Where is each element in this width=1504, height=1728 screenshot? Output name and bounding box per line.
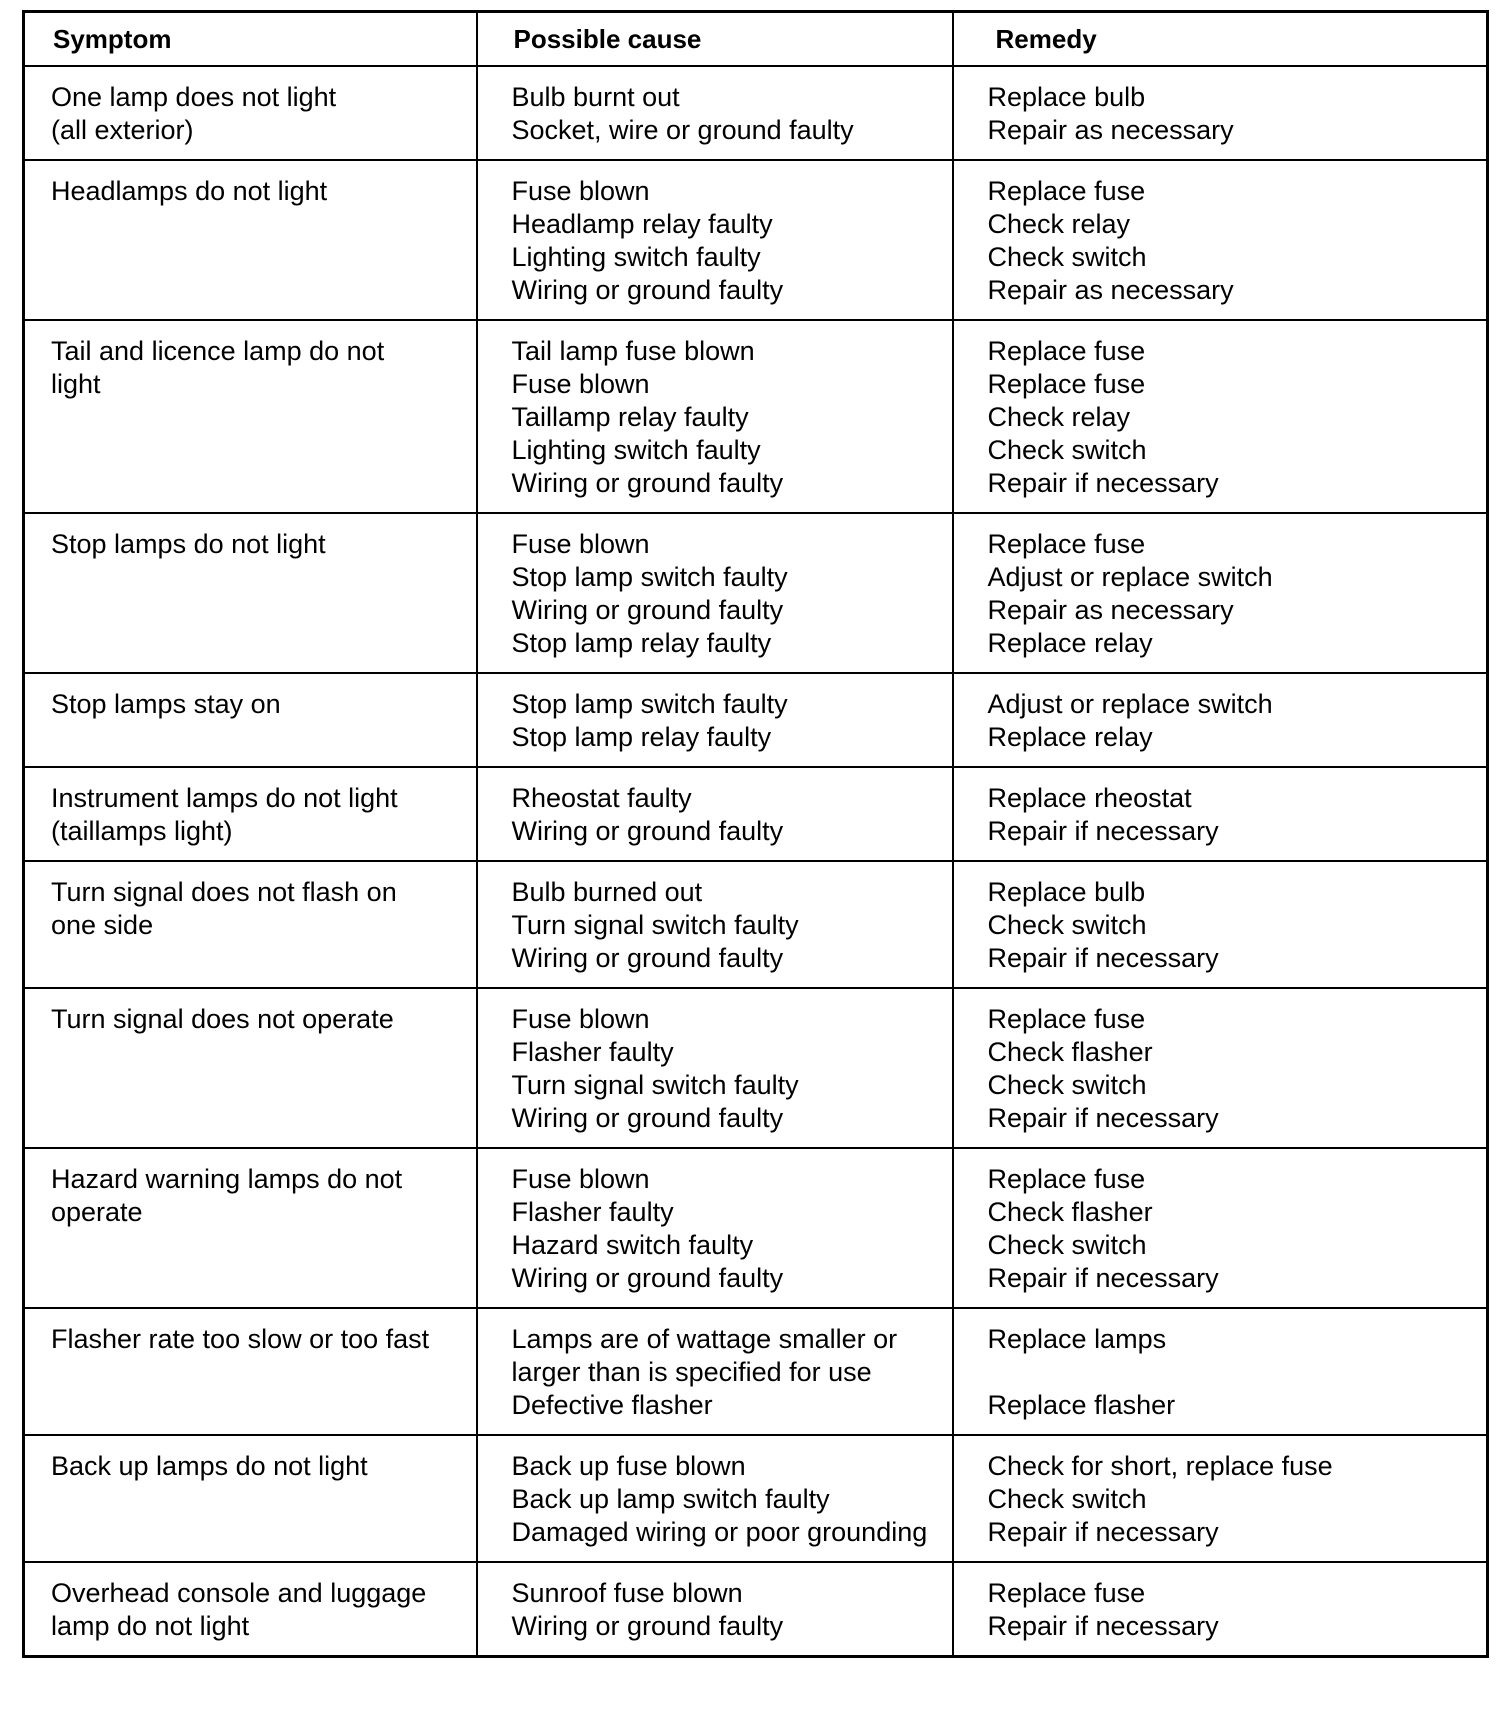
header-remedy: Remedy (953, 12, 1488, 67)
remedy-line: Replace fuse (987, 1164, 1146, 1194)
remedy-line: Check switch (987, 910, 1147, 940)
table-row (24, 160, 1488, 320)
table-row (24, 1435, 1488, 1562)
symptom-line: operate (51, 1197, 143, 1227)
symptom-line: Stop lamps stay on (51, 689, 281, 719)
remedy-line: Repair if necessary (987, 468, 1219, 498)
troubleshooting-table (22, 10, 1489, 1658)
symptom-line: Headlamps do not light (51, 176, 328, 206)
symptom-cell (24, 160, 477, 320)
remedy-line: Repair as necessary (987, 115, 1234, 145)
symptom-cell (24, 1308, 477, 1435)
cause-line: Wiring or ground faulty (511, 1263, 784, 1293)
header-row (24, 12, 1488, 67)
cause-line: Rheostat faulty (511, 783, 692, 813)
cause-cell (477, 66, 953, 160)
remedy-line: Replace rheostat (987, 783, 1192, 813)
cause-line: Wiring or ground faulty (511, 943, 784, 973)
table-row (24, 513, 1488, 673)
symptom-line: (taillamps light) (51, 816, 233, 846)
cause-line: Lighting switch faulty (511, 435, 761, 465)
header-possible-cause: Possible cause (477, 12, 953, 67)
symptom-line: light (51, 369, 101, 399)
symptom-line: Stop lamps do not light (51, 529, 326, 559)
remedy-line: Repair as necessary (987, 595, 1234, 625)
remedy-cell (953, 673, 1488, 767)
cause-line: Wiring or ground faulty (511, 1103, 784, 1133)
symptom-cell (24, 320, 477, 513)
header-symptom: Symptom (24, 12, 477, 67)
remedy-line: Check for short, replace fuse (987, 1451, 1333, 1481)
troubleshooting-document (22, 10, 1486, 1658)
symptom-line: one side (51, 910, 154, 940)
remedy-line: Replace fuse (987, 369, 1146, 399)
cause-line: Sunroof fuse blown (511, 1578, 743, 1608)
symptom-cell (24, 1435, 477, 1562)
remedy-line: Check switch (987, 435, 1147, 465)
cause-line: Stop lamp switch faulty (511, 562, 788, 592)
cause-cell (477, 1148, 953, 1308)
cause-line: Turn signal switch faulty (511, 910, 799, 940)
remedy-cell (953, 1148, 1488, 1308)
remedy-line: Repair as necessary (987, 275, 1234, 305)
cause-line: Hazard switch faulty (511, 1230, 754, 1260)
remedy-cell (953, 1435, 1488, 1562)
cause-cell (477, 1308, 953, 1435)
cause-line: Wiring or ground faulty (511, 595, 784, 625)
cause-line: Flasher faulty (511, 1037, 674, 1067)
cause-line: Tail lamp fuse blown (511, 336, 755, 366)
remedy-line: Replace lamps (987, 1324, 1167, 1354)
remedy-line: Replace fuse (987, 176, 1146, 206)
cause-line: Fuse blown (511, 1004, 650, 1034)
symptom-cell (24, 66, 477, 160)
cause-line: Lamps are of wattage smaller or (511, 1324, 898, 1354)
cause-cell (477, 767, 953, 861)
symptom-cell (24, 1562, 477, 1657)
symptom-line: Back up lamps do not light (51, 1451, 368, 1481)
remedy-line: Adjust or replace switch (987, 689, 1273, 719)
symptom-line: Instrument lamps do not light (51, 783, 398, 813)
cause-cell (477, 861, 953, 988)
table-header (24, 12, 1488, 67)
symptom-line: Turn signal does not flash on (51, 877, 397, 907)
table-row (24, 1308, 1488, 1435)
remedy-cell (953, 513, 1488, 673)
cause-cell (477, 988, 953, 1148)
cause-cell (477, 320, 953, 513)
cause-line: Stop lamp switch faulty (511, 689, 788, 719)
cause-line: Fuse blown (511, 176, 650, 206)
cause-cell (477, 673, 953, 767)
cause-line: Stop lamp relay faulty (511, 722, 772, 752)
remedy-line: Replace fuse (987, 1004, 1146, 1034)
cause-line: Bulb burnt out (511, 82, 680, 112)
remedy-line: Replace fuse (987, 529, 1146, 559)
remedy-line: Repair if necessary (987, 943, 1219, 973)
symptom-cell (24, 988, 477, 1148)
remedy-line: Replace flasher (987, 1390, 1176, 1420)
cause-line: Wiring or ground faulty (511, 1611, 784, 1641)
remedy-cell (953, 1562, 1488, 1657)
cause-line: Fuse blown (511, 1164, 650, 1194)
cause-line: Turn signal switch faulty (511, 1070, 799, 1100)
cause-cell (477, 1435, 953, 1562)
cause-line: Flasher faulty (511, 1197, 674, 1227)
table-body (24, 66, 1488, 1657)
table-row (24, 320, 1488, 513)
cause-line: Wiring or ground faulty (511, 816, 784, 846)
cause-line: Headlamp relay faulty (511, 209, 773, 239)
remedy-cell (953, 66, 1488, 160)
remedy-line: Repair if necessary (987, 1517, 1219, 1547)
cause-line: Taillamp relay faulty (511, 402, 749, 432)
remedy-line: Replace bulb (987, 82, 1146, 112)
symptom-line: Tail and licence lamp do not (51, 336, 385, 366)
remedy-cell (953, 767, 1488, 861)
remedy-line: Repair if necessary (987, 1263, 1219, 1293)
cause-line: Wiring or ground faulty (511, 275, 784, 305)
cause-line: Wiring or ground faulty (511, 468, 784, 498)
cause-line: Socket, wire or ground faulty (511, 115, 854, 145)
table-row (24, 767, 1488, 861)
remedy-line: Repair if necessary (987, 1103, 1219, 1133)
symptom-line: lamp do not light (51, 1611, 250, 1641)
cause-line: Defective flasher (511, 1390, 713, 1420)
cause-line: Back up lamp switch faulty (511, 1484, 830, 1514)
cause-line: Stop lamp relay faulty (511, 628, 772, 658)
remedy-cell (953, 861, 1488, 988)
table-row (24, 1148, 1488, 1308)
remedy-line: Replace relay (987, 628, 1153, 658)
remedy-cell (953, 988, 1488, 1148)
remedy-line: Replace bulb (987, 877, 1146, 907)
cause-line: Damaged wiring or poor grounding (511, 1517, 928, 1547)
remedy-line: Check relay (987, 402, 1131, 432)
remedy-line: Repair if necessary (987, 1611, 1219, 1641)
symptom-cell (24, 1148, 477, 1308)
remedy-line: Check switch (987, 1484, 1147, 1514)
cause-line: Fuse blown (511, 529, 650, 559)
table-row (24, 66, 1488, 160)
remedy-line: Check switch (987, 1230, 1147, 1260)
remedy-line: Replace fuse (987, 1578, 1146, 1608)
blank-line (988, 1356, 1477, 1389)
cause-line: Lighting switch faulty (511, 242, 761, 272)
cause-cell (477, 1562, 953, 1657)
table-row (24, 673, 1488, 767)
symptom-line: Flasher rate too slow or too fast (51, 1324, 430, 1354)
cause-line: Fuse blown (511, 369, 650, 399)
remedy-line: Repair if necessary (987, 816, 1219, 846)
cause-line: Back up fuse blown (511, 1451, 746, 1481)
symptom-line: One lamp does not light (51, 82, 337, 112)
symptom-line: Overhead console and luggage (51, 1578, 427, 1608)
symptom-cell (24, 513, 477, 673)
table-row (24, 988, 1488, 1148)
remedy-line: Check flasher (987, 1037, 1153, 1067)
remedy-line: Check switch (987, 242, 1147, 272)
remedy-line: Check flasher (987, 1197, 1153, 1227)
symptom-cell (24, 861, 477, 988)
remedy-line: Replace fuse (987, 336, 1146, 366)
cause-cell (477, 513, 953, 673)
remedy-line: Check switch (987, 1070, 1147, 1100)
table-row (24, 861, 1488, 988)
symptom-line: Turn signal does not operate (51, 1004, 394, 1034)
remedy-cell (953, 160, 1488, 320)
symptom-cell (24, 673, 477, 767)
remedy-line: Replace relay (987, 722, 1153, 752)
remedy-cell (953, 320, 1488, 513)
symptom-cell (24, 767, 477, 861)
symptom-line: (all exterior) (51, 115, 194, 145)
remedy-line: Check relay (987, 209, 1131, 239)
cause-line: larger than is specified for use (511, 1357, 872, 1387)
remedy-cell (953, 1308, 1488, 1435)
table-row (24, 1562, 1488, 1657)
cause-line: Bulb burned out (511, 877, 703, 907)
symptom-line: Hazard warning lamps do not (51, 1164, 403, 1194)
cause-cell (477, 160, 953, 320)
remedy-line: Adjust or replace switch (987, 562, 1273, 592)
